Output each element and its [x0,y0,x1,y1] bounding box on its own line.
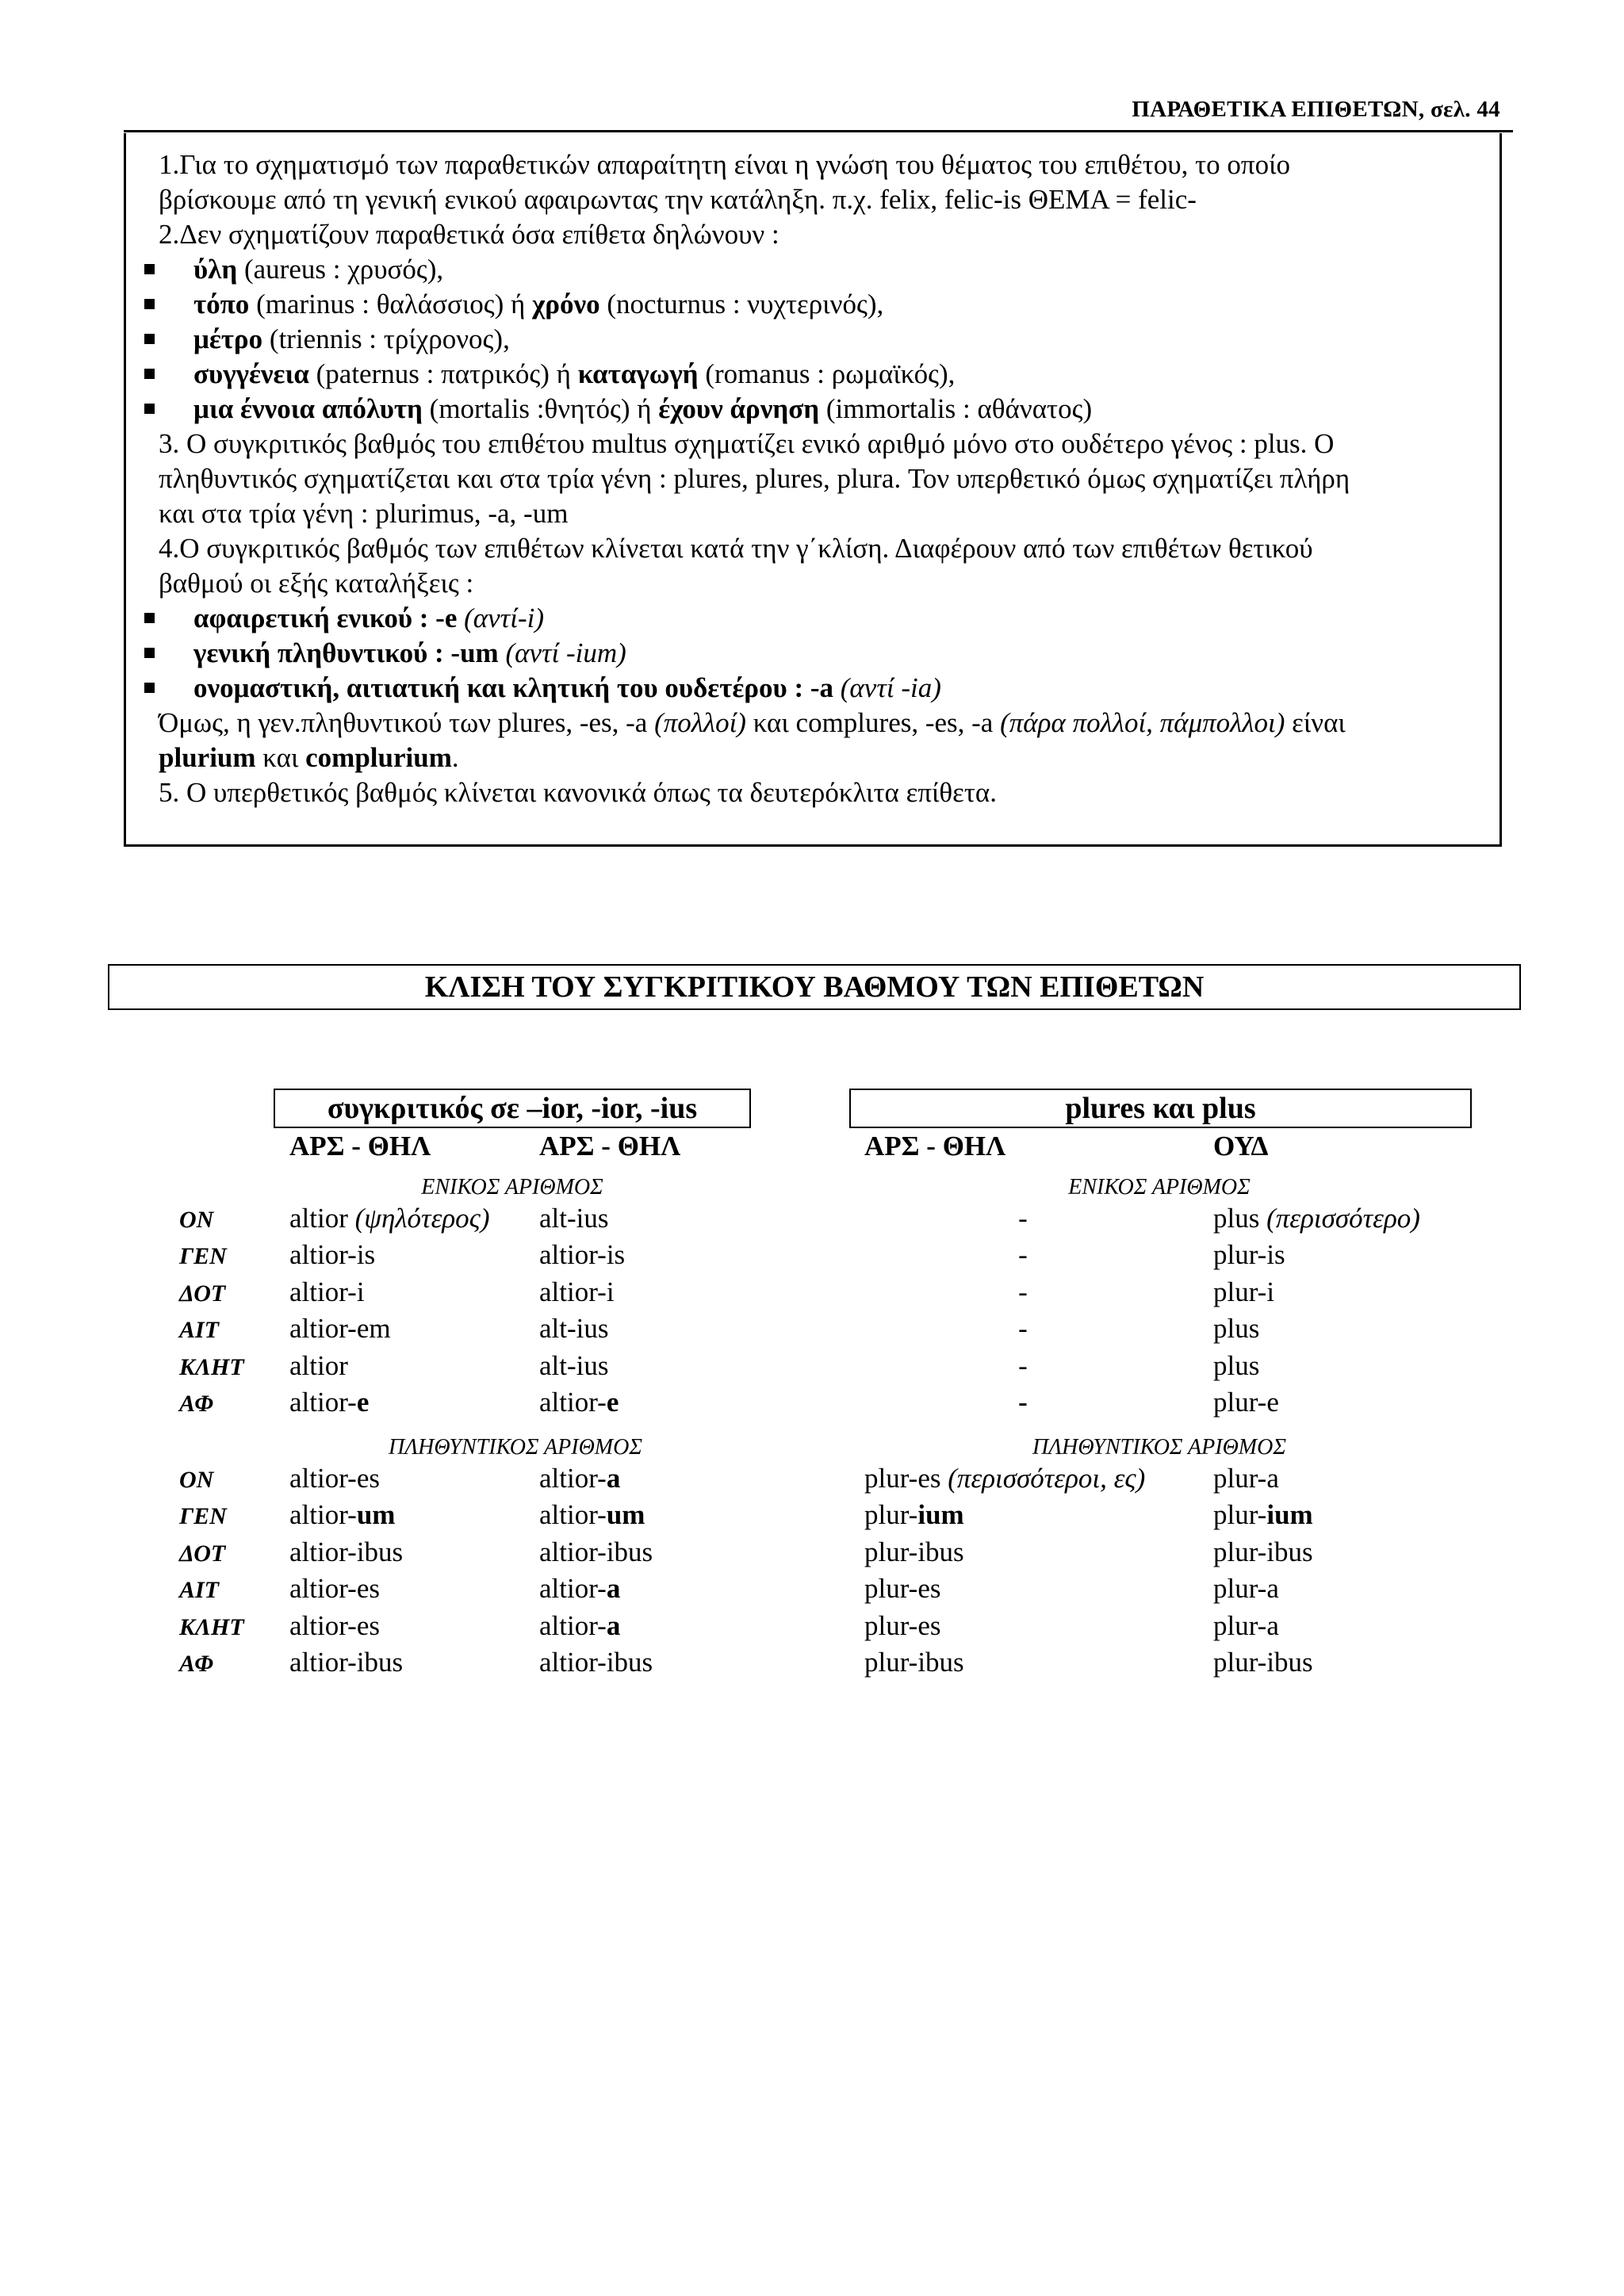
text-run: καταγωγή [577,358,699,389]
text-run: a [606,1609,621,1641]
notes-line [159,706,1346,740]
text-run: plur-es [864,1573,941,1605]
table-cell [1007,1350,1039,1382]
text-run: (πάρα πολλοί, πάμπολλοι) [1000,707,1285,738]
text-run: ύλη [193,254,238,285]
text-run: e [606,1387,619,1418]
table-cell [1213,1610,1279,1642]
text-run: ium [917,1499,964,1531]
table-cell [539,1276,615,1308]
table-cell [864,1647,964,1678]
table-cell [289,1350,348,1382]
table-cell [864,1536,964,1568]
text-run: altior-is [289,1239,376,1271]
text-run: είναι [1285,707,1346,738]
text-run: (περισσότερο) [1266,1203,1420,1234]
text-run: altior-es [289,1573,380,1605]
table-cell [539,1610,620,1642]
text-run: plur-a [1213,1463,1279,1494]
bullet-icon [144,264,155,274]
text-run: plur-i [1213,1276,1275,1307]
table-cell [539,1350,608,1382]
table-cell [289,1573,380,1605]
text-run: χρόνο [532,289,600,320]
text-run: altior-es [289,1463,380,1494]
table-cell [289,1203,490,1234]
table-cell [1213,1463,1279,1494]
table-cell [864,1610,941,1642]
table-cell [1213,1313,1259,1345]
text-run: complurium [305,742,452,773]
table-cell [1213,1647,1313,1678]
text-run: 1.Για το σχηματισμό των παραθετικών απαραίτητη είναι η γνώση του θέματος του επιθέτου, το οποίο [159,149,1290,180]
text-run: altior-es [289,1609,380,1641]
text-run: altior-em [289,1313,391,1345]
case-label: ΚΛΗΤ [179,1353,244,1380]
table-cell [1007,1203,1039,1234]
table-cell [289,1647,403,1678]
text-run: ονομαστική, αιτιατική και κλητική του ουδετέρου : -a [193,672,834,703]
singular-label-right: ΕΝΙΚΟΣ ΑΡΙΘΜΟΣ [1068,1175,1251,1200]
text-run: συγγένεια [193,358,309,389]
text-run: μέτρο [193,323,263,354]
text-run: (αντί -ium) [505,637,626,668]
notes-bullet-item [193,252,443,286]
notes-line [159,217,779,251]
table-cell [539,1573,620,1605]
text-run: έχουν άρνηση [658,393,820,424]
table-cell [289,1239,375,1271]
singular-label-left: ΕΝΙΚΟΣ ΑΡΙΘΜΟΣ [421,1175,603,1200]
left-column-heading: συγκριτικός σε –ior, -ior, -ius [274,1089,751,1128]
table-cell [1213,1276,1274,1308]
case-label: ΔΟΤ [179,1540,226,1567]
table-cell [864,1499,964,1531]
text-run: altior- [539,1463,607,1494]
text-run: αφαιρετική ενικού : -e [193,603,458,633]
text-run: plur-ibus [1213,1536,1313,1567]
text-run: γενική πληθυντικού : -um [193,637,499,668]
table-cell [289,1387,369,1418]
text-run [457,603,464,633]
bullet-icon [144,299,155,309]
text-run: plur-es [864,1463,948,1494]
table-cell [1213,1350,1259,1382]
bullet-icon [144,683,155,693]
text-run: alt-ius [539,1203,609,1234]
table-cell [1213,1203,1420,1234]
header-rule [124,130,1513,132]
text-run: plur- [1213,1499,1267,1531]
text-run: (ψηλότερος) [354,1203,490,1234]
text-run: altior- [289,1499,357,1531]
text-run: altior [289,1349,348,1381]
notes-line [159,461,1350,496]
text-run: - [1018,1313,1028,1345]
text-run: plur- [864,1499,918,1531]
text-run: (paternus : πατρικός) ή [308,358,578,389]
table-cell [1213,1387,1279,1418]
text-run: um [606,1499,645,1531]
table-cell [1213,1536,1313,1568]
notes-line [159,775,997,809]
text-run: πληθυντικός σχηματίζεται και στα τρία γένη : plures, plures, plura. Τον υπερθετικό όμως σχηματίζει πλήρη [159,463,1350,494]
text-run: μια έννοια απόλυτη [193,393,423,424]
text-run: altior-i [539,1276,615,1307]
text-run: altior- [539,1499,607,1531]
table-cell [1007,1313,1039,1345]
notes-line [159,531,1313,565]
table-cell [1007,1276,1039,1308]
text-run: altior [289,1203,355,1234]
notes-line [159,147,1290,182]
text-run: (triennis : τρίχρονος), [262,323,510,354]
table-cell [539,1499,645,1531]
table-cell [289,1536,403,1568]
text-run [833,672,841,703]
text-run: plur-e [1213,1387,1279,1418]
text-run: - [1018,1276,1028,1307]
text-run: a [606,1573,621,1605]
table-cell [539,1203,608,1234]
text-run: plus [1213,1349,1260,1381]
notes-line [159,182,1197,216]
text-run: - [1018,1203,1028,1234]
table-cell [539,1536,653,1568]
text-run: plus [1213,1203,1267,1234]
notes-bullet-item [193,671,941,705]
text-run: alt-ius [539,1349,609,1381]
text-run: . [451,742,459,773]
text-run: Όμως, η γεν.πληθυντικού των plures, -es, -a [159,707,655,738]
text-run: 4.Ο συγκριτικός βαθμός των επιθέτων κλίνεται κατά την γ΄κλίση. Διαφέρουν από των επιθέτων θετικού [159,533,1313,564]
text-run: (αντί -ia) [840,672,941,703]
case-label: ΟΝ [179,1467,214,1493]
text-run: e [356,1387,370,1418]
text-run: altior-i [289,1276,365,1307]
table-cell [1007,1387,1039,1418]
table-cell [289,1499,395,1531]
text-run: και στα τρία γένη : plurimus, -a, -um [159,498,569,529]
case-label: ΑΙΤ [179,1577,220,1604]
text-run: - [1018,1349,1028,1381]
case-label: ΔΟΤ [179,1280,226,1307]
text-run: βαθμού οι εξής καταλήξεις : [159,568,474,599]
text-run: um [356,1499,396,1531]
text-run: (immortalis : αθάνατος) [819,393,1093,424]
case-label: ΑΦ [179,1391,213,1417]
table-cell [1213,1573,1279,1605]
text-run: - [1018,1387,1028,1418]
text-run: (mortalis :θνητός) ή [422,393,659,424]
table-cell [1213,1499,1313,1531]
gender-heading-2: ΑΡΣ - ΘΗΛ [539,1131,681,1161]
notes-bullet-item [193,601,544,635]
notes-line [159,427,1334,461]
text-run: (περισσότεροι, ες) [948,1463,1146,1494]
plural-label-left: ΠΛΗΘΥΝΤΙΚΟΣ ΑΡΙΘΜΟΣ [389,1435,642,1460]
text-run: plur-is [1213,1239,1285,1271]
notes-bullet-item [193,636,626,670]
text-run: plus [1213,1313,1260,1345]
bullet-icon [144,334,155,344]
case-label: ΑΦ [179,1651,213,1677]
text-run: (marinus : θαλάσσιος) ή [249,289,533,320]
text-run: plur-es [864,1609,941,1641]
notes-bullet-item [193,357,955,391]
table-cell [1007,1239,1039,1271]
case-label: ΚΛΗΤ [179,1613,244,1640]
table-cell [289,1610,380,1642]
notes-bullet-item [193,287,883,321]
text-run: βρίσκουμε από τη γενική ενικού αφαιρωντας την κατάληξη. π.χ. felix, felic-is ΘΕΜΑ = felic- [159,184,1197,215]
text-run: τόπο [193,289,250,320]
table-cell [864,1573,941,1605]
notes-line [159,740,459,775]
text-run: (nocturnus : νυχτερινός), [599,289,884,320]
text-run: plur-a [1213,1609,1279,1641]
text-run: 5. Ο υπερθετικός βαθμός κλίνεται κανονικά όπως τα δευτερόκλιτα επίθετα. [159,777,998,808]
text-run: altior-ibus [289,1536,404,1567]
gender-heading-1: ΑΡΣ - ΘΗΛ [289,1131,431,1161]
notes-line [159,566,473,600]
case-label: ΓΕΝ [179,1243,227,1270]
table-cell [289,1276,365,1308]
case-label: ΓΕΝ [179,1503,227,1530]
table-cell [864,1463,1145,1494]
text-run: altior-ibus [289,1647,404,1678]
text-run: plur-ibus [1213,1647,1313,1678]
text-run: altior-ibus [539,1647,653,1678]
notes-line [159,496,568,530]
page-header-title: ΠΑΡΑΘΕΤΙΚΑ ΕΠΙΘΕΤΩΝ, σελ. 44 [1132,97,1500,122]
text-run: και [255,742,306,773]
text-run: plurium [159,742,256,773]
text-run: - [1018,1239,1028,1271]
plural-label-right: ΠΛΗΘΥΝΤΙΚΟΣ ΑΡΙΘΜΟΣ [1032,1435,1286,1460]
text-run: altior-ibus [539,1536,653,1567]
text-run: και complures, -es, -a [745,707,1001,738]
table-cell [289,1463,380,1494]
gender-heading-4: ΟΥΔ [1213,1131,1269,1161]
text-run: alt-ius [539,1313,609,1345]
section-title: ΚΛΙΣΗ ΤΟΥ ΣΥΓΚΡΙΤΙΚΟΥ ΒΑΘΜΟΥ ΤΩΝ ΕΠΙΘΕΤΩΝ [108,964,1521,1010]
bullet-icon [144,648,155,658]
text-run: plur-ibus [864,1536,964,1567]
table-cell [539,1239,625,1271]
text-run: altior- [539,1609,607,1641]
text-run: plur-a [1213,1573,1279,1605]
right-column-heading: plures και plus [849,1089,1472,1128]
text-run: plur-ibus [864,1647,964,1678]
text-run: altior- [539,1573,607,1605]
text-run: altior-is [539,1239,626,1271]
table-cell [1213,1239,1285,1271]
text-run: a [606,1463,621,1494]
text-run: (αντί-i) [464,603,544,633]
case-label: ΟΝ [179,1207,214,1233]
notes-bullet-item [193,392,1092,426]
bullet-icon [144,613,155,623]
text-run: 2.Δεν σχηματίζουν παραθετικά όσα επίθετα δηλώνουν : [159,219,779,250]
table-cell [539,1647,653,1678]
text-run: (romanus : ρωμαϊκός), [698,358,956,389]
text-run: altior- [289,1387,357,1418]
text-run: (πολλοί) [654,707,746,738]
text-run: (aureus : χρυσός), [237,254,444,285]
case-label: ΑΙΤ [179,1317,220,1344]
gender-heading-3: ΑΡΣ - ΘΗΛ [864,1131,1006,1161]
table-cell [539,1313,608,1345]
text-run: 3. Ο συγκριτικός βαθμός του επιθέτου multus σχηματίζει ενικό αριθμό μόνο στο ουδέτερο γένος : plus. Ο [159,428,1335,459]
text-run: altior- [539,1387,607,1418]
table-cell [539,1463,620,1494]
notes-bullet-item [193,322,510,356]
table-cell [289,1313,391,1345]
table-cell [539,1387,619,1418]
bullet-icon [144,369,155,379]
bullet-icon [144,404,155,414]
text-run: ium [1266,1499,1313,1531]
